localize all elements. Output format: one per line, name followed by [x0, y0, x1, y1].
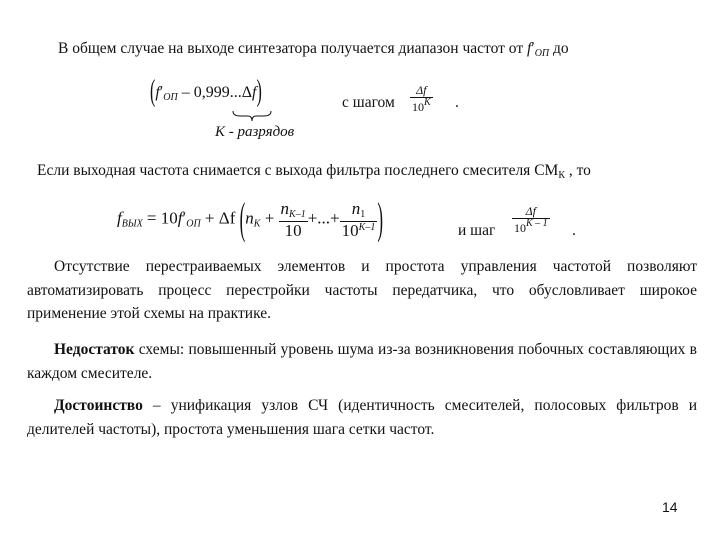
step1-num: Δf [410, 84, 433, 98]
output-text: Если выходная частота снимается с выхода фильтра последнего смесителя СМ [37, 162, 559, 179]
eq-ten: = 10 [142, 208, 178, 228]
output-line [37, 162, 591, 181]
lhs-f: f [117, 208, 122, 228]
step-fraction-1 [410, 84, 433, 113]
page-number: 14 [662, 499, 678, 515]
intro-line [58, 40, 569, 59]
k-digits-label: К - разрядов [215, 124, 295, 140]
output-tail: , то [564, 162, 591, 179]
op-subscript: ОП [534, 48, 550, 59]
formula1-prime: ′ [159, 84, 164, 101]
intro-text: В общем случае на выходе синтезатора получается диапазон частот от [58, 40, 527, 57]
big-left-paren: ( [239, 193, 246, 244]
frac1-num: n [280, 199, 290, 218]
step2-den-base: 10 [514, 220, 526, 235]
frac1-num-sub: K–1 [289, 209, 306, 220]
intro-tail: до [549, 40, 569, 57]
f-op: f [177, 208, 183, 228]
period-1: . [455, 94, 459, 111]
plus-df: + Δf [200, 208, 236, 228]
plus-sign: + [264, 208, 275, 228]
underbrace [232, 110, 272, 122]
step2-den-exp: K – 1 [526, 217, 548, 229]
paragraph-2-text: схемы: повышенный уровень шума из-за возникновения побочных составляющих в каждом смесителе. [27, 341, 697, 382]
frac2-num-sub: 1 [360, 209, 366, 220]
paragraph-merit [27, 394, 697, 441]
right-paren: ) [256, 76, 262, 109]
disadvantage-heading: Недостаток [54, 341, 135, 358]
nk: n [245, 208, 254, 228]
fraction-1 [279, 200, 308, 239]
step-fraction-2 [512, 205, 550, 234]
paragraph-3-text: – унификация узлов СЧ (идентичность смесителей, полосовых фильтров и делителей частоты), простота уменьшения шага сетки частот. [27, 397, 697, 438]
formula1-f2: f [252, 84, 257, 101]
f-op-prime: ′ [182, 208, 187, 228]
frac2-num: n [351, 199, 361, 218]
merit-heading: Достоинство [54, 397, 143, 414]
frac2-den-exp: K–1 [358, 221, 376, 233]
formula1-sub: ОП [163, 92, 178, 103]
paragraph-advantages [27, 255, 697, 326]
formula1-f: f [155, 84, 160, 101]
left-paren: ( [150, 76, 156, 109]
step1-den-base: 10 [412, 99, 424, 114]
prime-mark: ′ [531, 40, 535, 57]
dots: +...+ [307, 208, 340, 228]
paragraph-disadvantage [27, 338, 697, 385]
sm-subscript: К [558, 170, 565, 181]
step1-den-exp: K [424, 96, 431, 108]
fraction-2 [340, 200, 378, 239]
step-label-1: с шагом [342, 94, 395, 111]
f-op-sub: ОП [186, 218, 201, 230]
lhs-sub: ВЫХ [121, 218, 143, 230]
frac2-den: 10 [341, 220, 359, 240]
output-frequency-formula [117, 193, 383, 244]
paragraph-1-text: Отсутствие перестраиваемых элементов и простота управления частотой позволяют автоматизировать процесс перестройки частоты передатчика, что обусловливает широкое применение этой схемы на практике. [27, 258, 697, 322]
f-symbol: f [527, 40, 532, 57]
period-2: . [572, 222, 576, 239]
big-right-paren: ) [377, 193, 383, 244]
nk-sub: K [253, 218, 261, 230]
range-formula [150, 76, 262, 109]
formula1-body: – 0,999...Δ [177, 84, 253, 101]
step-label-2: и шаг [458, 222, 496, 239]
step2-num: Δf [512, 205, 550, 219]
frac1-den: 10 [284, 220, 302, 240]
